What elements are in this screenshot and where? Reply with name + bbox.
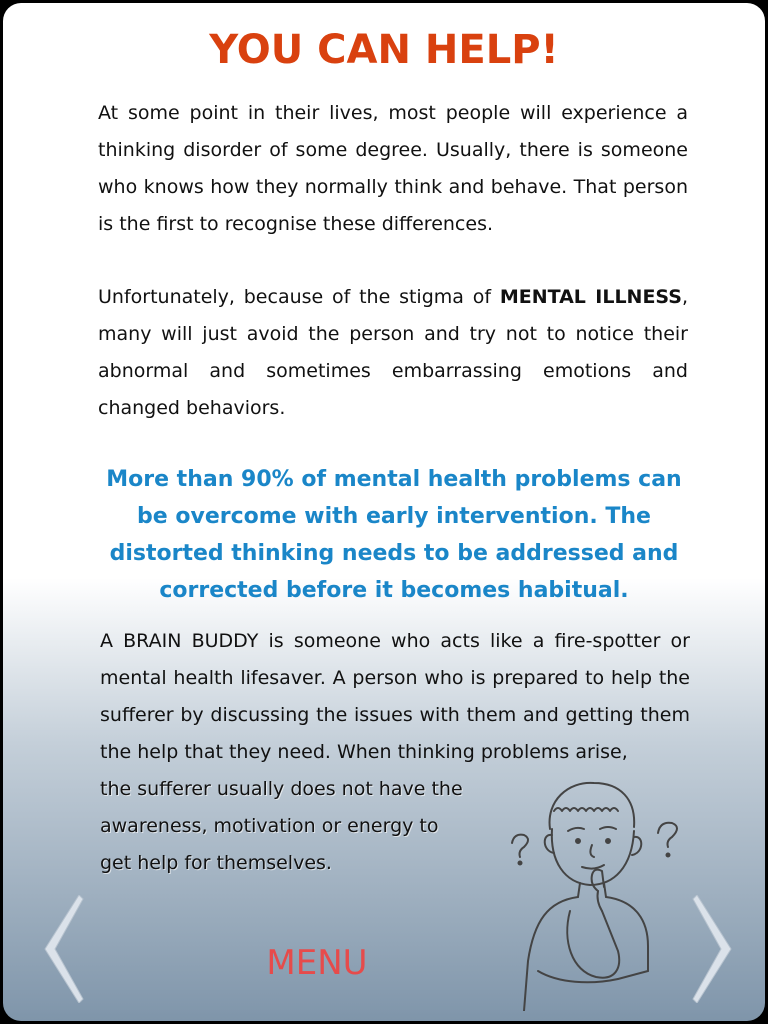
highlight-statement: More than 90% of mental health problems can be overcome with early intervention. The distorted thinking needs to be addressed and corrected before it becomes habitual. (106, 467, 682, 603)
paragraph-stigma (98, 279, 688, 427)
stigma-text-after: , many will just avoid the person and try not to notice their abnormal and sometimes embarrassing emotions and changed behaviors. (98, 286, 688, 419)
mental-illness-emphasis: MENTAL ILLNESS (499, 286, 682, 308)
sufferer-line: awareness, motivation or energy to (100, 815, 439, 837)
chevron-right-icon[interactable] (691, 895, 735, 1003)
chevron-left-icon[interactable] (41, 895, 85, 1003)
sufferer-line: the sufferer usually does not have the (100, 778, 463, 800)
stigma-text-before: Unfortunately, because of the stigma of (98, 286, 500, 308)
page-title: YOU CAN HELP! (209, 27, 559, 73)
page-card (3, 3, 765, 1021)
thinking-boy-illustration (498, 771, 698, 1011)
paragraph-brain-buddy: A BRAIN BUDDY is someone who acts like a fire-spotter or mental health lifesaver. A person who is prepared to help the sufferer by discussing the issues with them and getting them the help that they need. When thinking problems arise, (100, 630, 690, 763)
menu-button[interactable]: MENU (266, 943, 368, 983)
paragraph-intro: At some point in their lives, most people will experience a thinking disorder of some degree. Usually, there is someone who knows how they normally think and behave. That person is the first to recognise these differences. (98, 102, 688, 235)
sufferer-line: get help for themselves. (100, 852, 332, 874)
paragraph-sufferer (100, 771, 480, 882)
